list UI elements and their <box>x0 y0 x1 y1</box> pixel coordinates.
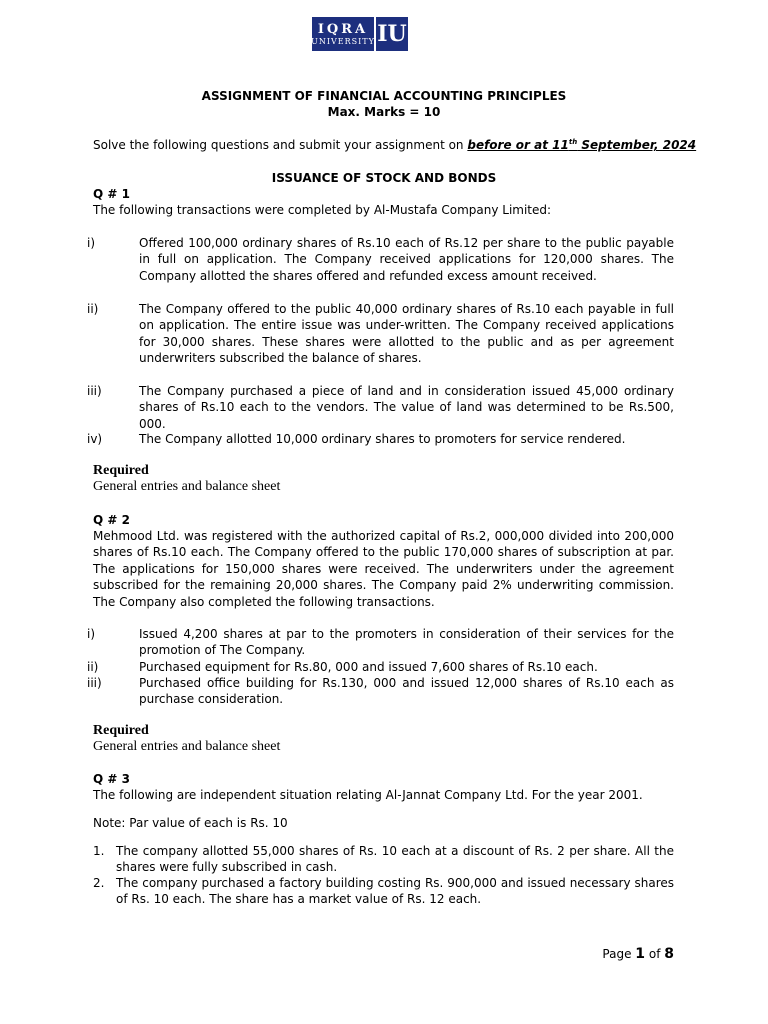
instruction-line <box>93 137 696 153</box>
page-number: Page 1 of 8 <box>602 946 674 962</box>
q3-item-number: 2. <box>93 876 105 890</box>
section-title: ISSUANCE OF STOCK AND BONDS <box>271 171 497 185</box>
logo-subtitle: UNIVERSITY <box>311 36 375 46</box>
q2-intro: Mehmood Ltd. was registered with the authorized capital of Rs.2, 000,000 divided into 200,000 shares of Rs.10 each. The Company offered to the public 170,000 shares of subscription at par. The applications for 150,000 shares were received. The underwriters under the agreement subscribed for the remaining 20,000 shares. The Company paid 2% underwriting commission. The Company also completed the following transactions. <box>93 529 674 609</box>
q3-heading: Q # 3 <box>93 772 130 786</box>
q3-item-number: 1. <box>93 844 105 858</box>
q2-item-text: Issued 4,200 shares at par to the promoters in consideration of their services for the promotion of The Company. <box>139 627 674 658</box>
logo-name: IQRA <box>317 21 369 37</box>
q2-item-number: ii) <box>87 660 99 674</box>
q2-heading: Q # 2 <box>93 513 130 527</box>
university-logo <box>312 17 408 51</box>
q1-required-label: Required <box>93 463 149 478</box>
q3-item-text: The company purchased a factory building costing Rs. 900,000 and issued necessary shares of Rs. 10 each. The share has a market value of Rs. 12 each. <box>116 876 674 907</box>
q2-item-text: Purchased office building for Rs.130, 000 and issued 12,000 shares of Rs.10 each as purchase consideration. <box>139 676 674 707</box>
q1-item-number: iii) <box>87 384 102 398</box>
instruction-text: Solve the following questions and submit your assignment on <box>93 138 468 152</box>
q1-item-text: The Company offered to the public 40,000 ordinary shares of Rs.10 each payable in full on application. The entire issue was under-written. The Company received applications for 30,000 shares. These shares were allotted to the public and as per agreement underwriters subscribed the balance of shares. <box>139 302 674 366</box>
q1-item-number: ii) <box>87 302 99 316</box>
q1-item-text: Offered 100,000 ordinary shares of Rs.10 each of Rs.12 per share to the public payable in full on application. The Company received applications for 120,000 shares. The Company allotted the shares offered and refunded excess amount received. <box>139 236 674 283</box>
q1-item-text: The Company allotted 10,000 ordinary shares to promoters for service rendered. <box>139 432 626 446</box>
q1-required-text: General entries and balance sheet <box>93 479 281 494</box>
logo-wordmark <box>312 17 374 51</box>
q1-item-number: i) <box>87 236 96 250</box>
q2-item-number: iii) <box>87 676 102 690</box>
document-title: ASSIGNMENT OF FINANCIAL ACCOUNTING PRINCIPLES <box>201 89 567 103</box>
q1-intro: The following transactions were completed by Al-Mustafa Company Limited: <box>93 203 552 217</box>
q1-item-text: The Company purchased a piece of land and in consideration issued 45,000 ordinary shares of Rs.10 each to the vendors. The value of land was determined to be Rs.500, 000. <box>139 384 674 431</box>
logo-mark: IU <box>374 17 408 51</box>
q1-item-number: iv) <box>87 432 103 446</box>
q3-intro: The following are independent situation relating Al-Jannat Company Ltd. For the year 2001. <box>93 788 643 802</box>
q2-item-number: i) <box>87 627 96 641</box>
q3-item-text: The company allotted 55,000 shares of Rs. 10 each at a discount of Rs. 2 per share. All the shares were fully subscribed in cash. <box>116 844 674 875</box>
q2-item-text: Purchased equipment for Rs.80, 000 and issued 7,600 shares of Rs.10 each. <box>139 660 598 674</box>
deadline: before or at 11th September, 2024 <box>467 138 697 152</box>
q1-heading: Q # 1 <box>93 187 130 201</box>
q3-note: Note: Par value of each is Rs. 10 <box>93 816 288 830</box>
max-marks: Max. Marks = 10 <box>327 105 441 119</box>
q2-required-label: Required <box>93 723 149 738</box>
q2-required-text: General entries and balance sheet <box>93 739 281 754</box>
